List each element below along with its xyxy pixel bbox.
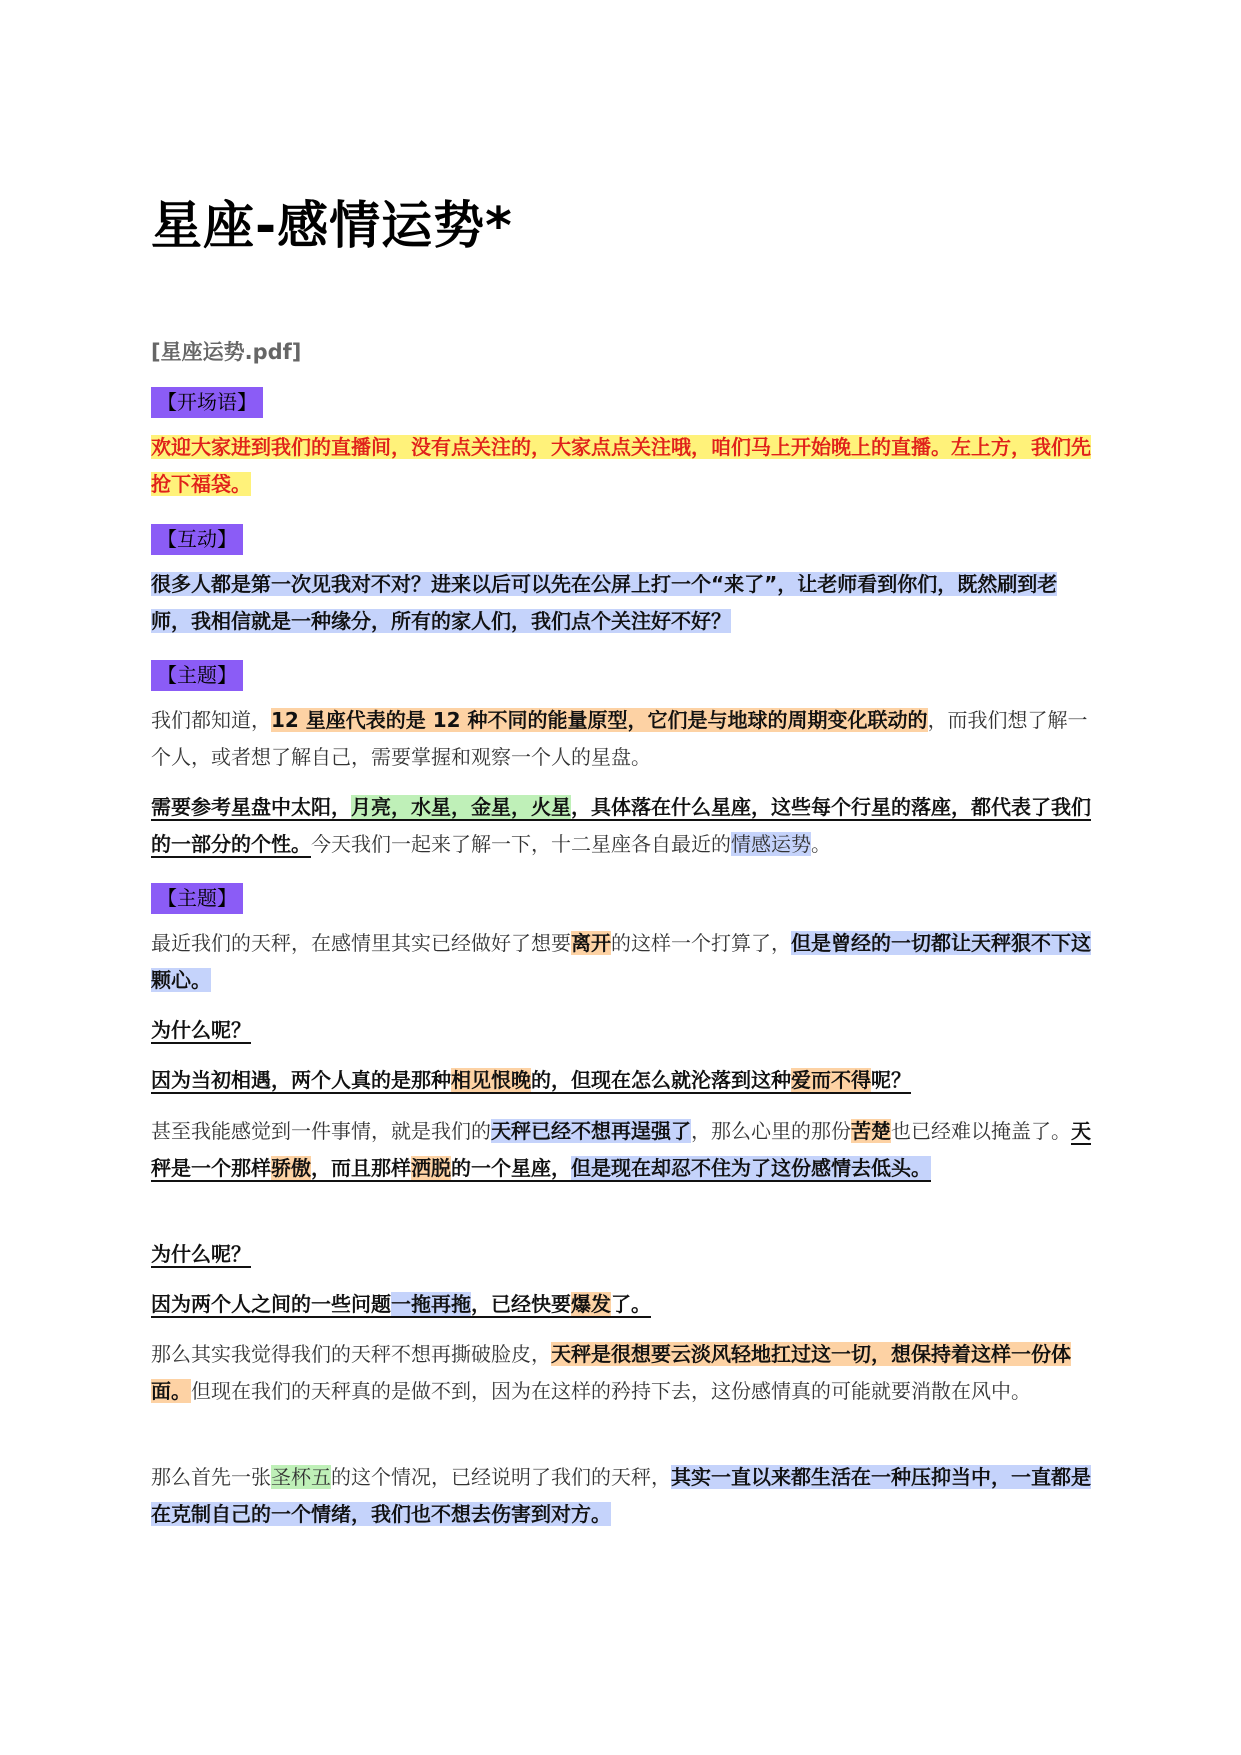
libra2-s7: 骄傲 <box>271 1156 311 1180</box>
tag-topic1: 【主题】 <box>151 660 243 691</box>
topic2-planets: 月亮，水星，金星，火星 <box>351 795 571 819</box>
ans1-s3: 的，但现在怎么就沦落到这种 <box>531 1068 791 1092</box>
tag-topic2-row <box>151 880 1093 917</box>
question-1 <box>151 1012 1093 1049</box>
tag-interaction-row <box>151 521 1093 558</box>
libra2-s6: 天秤是一个那样 <box>151 1119 1091 1180</box>
ans2-s3: ，已经快要 <box>471 1292 571 1316</box>
topic1-s3: ，而我们想了解一个人，或者想了解自己，需要掌握和观察一个人的星盘。 <box>151 708 1088 769</box>
ans1-s4: 爱而不得 <box>791 1068 871 1092</box>
answer-2 <box>151 1286 1093 1323</box>
libra1-s4: 但是曾经的一切都让天秤狠不下这颗心。 <box>151 931 1091 992</box>
libra4-s4: 其实一直以来都生活在一种压抑当中，一直都是在克制自己的一个情绪，我们也不想去伤害到对方。 <box>151 1465 1091 1526</box>
libra2-s4: 苦楚 <box>851 1119 891 1143</box>
libra2-s5: 也已经难以掩盖了。 <box>891 1119 1071 1143</box>
tag-opening-row <box>151 384 1093 421</box>
libra4-paragraph <box>151 1459 1093 1533</box>
answer-1 <box>151 1062 1093 1099</box>
topic2-s3: ，具体落在什么星座，这些每个行星的落座，都代表了我们的一部分的个性。 <box>151 795 1091 856</box>
question-1-text: 为什么呢？ <box>151 1018 251 1042</box>
topic2-paragraph <box>151 789 1093 863</box>
tag-opening: 【开场语】 <box>151 387 263 418</box>
pdf-link[interactable]: [星座运势.pdf] <box>151 340 302 364</box>
libra3-s1: 那么其实我觉得我们的天秤不想再撕破脸皮， <box>151 1342 551 1366</box>
ans1-s1: 因为当初相遇，两个人真的是那种 <box>151 1068 451 1092</box>
libra2-s8: ，而且那样 <box>311 1156 411 1180</box>
tag-topic1-row <box>151 657 1093 694</box>
libra4-s1: 那么首先一张 <box>151 1465 271 1489</box>
opening-text: 欢迎大家进到我们的直播间，没有点关注的，大家点点关注哦，咱们马上开始晚上的直播。左上方，我们先抢下福袋。 <box>151 435 1091 496</box>
libra2-s11: 但是现在却忍不住为了这份感情去低头。 <box>571 1156 931 1180</box>
ans2-s4: 爆发 <box>571 1292 611 1316</box>
libra1-s1: 最近我们的天秤，在感情里其实已经做好了想要 <box>151 931 571 955</box>
libra2-s2: 天秤已经不想再逞强了 <box>491 1119 691 1143</box>
topic2-s6: 。 <box>811 832 831 856</box>
libra4-card: 圣杯五 <box>271 1465 331 1489</box>
tag-interaction: 【互动】 <box>151 524 243 555</box>
tag-topic2: 【主题】 <box>151 883 243 914</box>
topic1-paragraph <box>151 702 1093 776</box>
ans1-s2: 相见恨晚 <box>451 1068 531 1092</box>
interaction-paragraph <box>151 566 1093 640</box>
libra3-s2: 天秤是很想要云淡风轻地扛过这一切，想保持着这样一份体面。 <box>151 1342 1071 1403</box>
libra3-paragraph <box>151 1336 1093 1410</box>
question-2 <box>151 1236 1093 1273</box>
topic1-s1: 我们都知道， <box>151 708 271 732</box>
topic2-s1: 需要参考星盘中太阳， <box>151 795 351 819</box>
libra2-s1: 甚至我能感觉到一件事情，就是我们的 <box>151 1119 491 1143</box>
topic2-s4: 今天我们一起来了解一下，十二星座各自最近的 <box>311 832 731 856</box>
libra1-leave: 离开 <box>571 931 611 955</box>
page-title: 星座-感情运势* <box>151 197 513 256</box>
opening-paragraph <box>151 429 1093 503</box>
libra3-s3: 但现在我们的天秤真的是做不到，因为在这样的矜持下去，这份感情真的可能就要消散在风中。 <box>191 1379 1031 1403</box>
libra2-s3: ，那么心里的那份 <box>691 1119 851 1143</box>
libra2-s10: 的一个星座， <box>451 1156 571 1180</box>
ans2-s2: 一拖再拖 <box>391 1292 471 1316</box>
libra2-s9: 洒脱 <box>411 1156 451 1180</box>
topic2-fortune: 情感运势 <box>731 832 811 856</box>
interaction-text: 很多人都是第一次见我对不对？进来以后可以先在公屏上打一个“来了”，让老师看到你们，既然刷到老师，我相信就是一种缘分，所有的家人们，我们点个关注好不好？ <box>151 572 1058 633</box>
question-2-text: 为什么呢？ <box>151 1242 251 1266</box>
libra4-s3: 的这个情况，已经说明了我们的天秤， <box>331 1465 671 1489</box>
topic1-highlight: 12 星座代表的是 12 种不同的能量原型，它们是与地球的周期变化联动的 <box>271 708 928 732</box>
ans1-s5: 呢？ <box>871 1068 911 1092</box>
libra1-s3: 的这样一个打算了， <box>611 931 791 955</box>
ans2-s1: 因为两个人之间的一些问题 <box>151 1292 391 1316</box>
libra1-paragraph <box>151 925 1093 999</box>
ans2-s5: 了。 <box>611 1292 651 1316</box>
libra2-paragraph <box>151 1113 1093 1187</box>
